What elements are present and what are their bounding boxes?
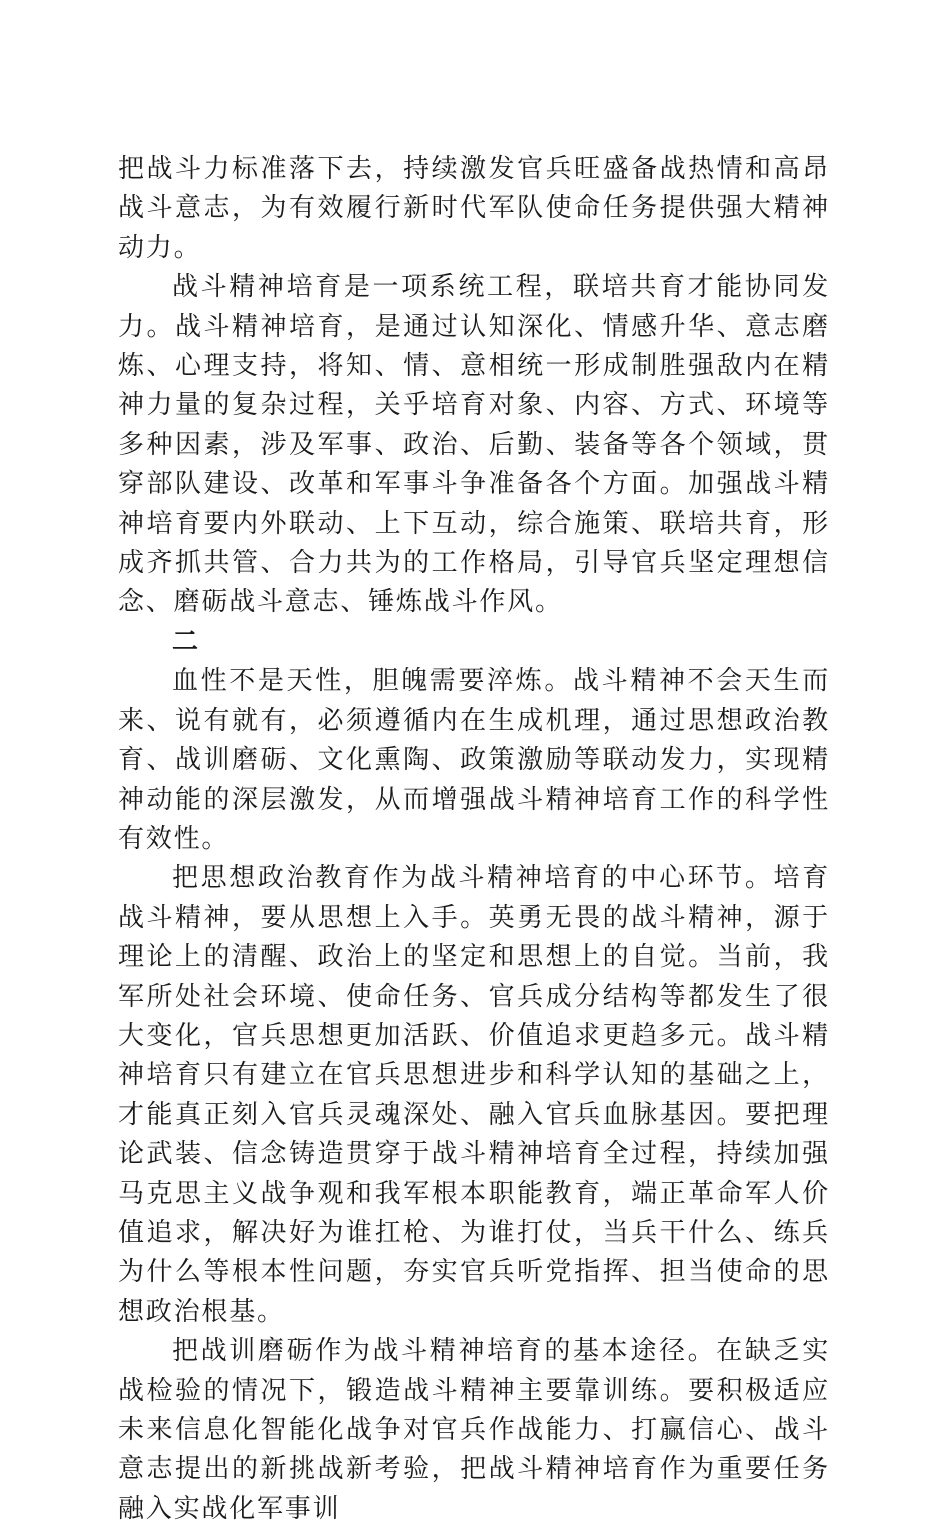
section-heading-two: 二: [172, 626, 200, 657]
document-body: [118, 150, 830, 1529]
paragraph-system-engineering: 战斗精神培育是一项系统工程，联培共育才能协同发力。战斗精神培育，是通过认知深化、情感升华、意志磨炼、心理支持，将知、情、意相统一形成制胜强敌内在精神力量的复杂过程，关乎培育对象、内容、方式、环境等多种因素，涉及军事、政治、后勤、装备等各个领域，贯穿部队建设、改革和军事斗争准备各个方面。加强战斗精神培育要内外联动、上下互动，综合施策、联培共育，形成齐抓共管、合力共为的工作格局，引导官兵坚定理想信念、磨砺战斗意志、锤炼战斗作风。: [118, 272, 830, 618]
paragraph-training-tempering: 把战训磨砺作为战斗精神培育的基本途径。在缺乏实战检验的情况下，锻造战斗精神主要靠训练。要积极适应未来信息化智能化战争对官兵作战能力、打赢信心、战斗意志提出的新挑战新考验，把战斗精神培育作为重要任务融入实战化军事训: [118, 1336, 830, 1524]
paragraph-continuation: 把战斗力标准落下去，持续激发官兵旺盛备战热情和高昂战斗意志，为有效履行新时代军队使命任务提供强大精神动力。: [118, 154, 830, 263]
paragraph-political-education: 把思想政治教育作为战斗精神培育的中心环节。培育战斗精神，要从思想上入手。英勇无畏的战斗精神，源于理论上的清醒、政治上的坚定和思想上的自觉。当前，我军所处社会环境、使命任务、官兵成分结构等都发生了很大变化，官兵思想更加活跃、价值追求更趋多元。战斗精神培育只有建立在官兵思想进步和科学认知的基础之上，才能真正刻入官兵灵魂深处、融入官兵血脉基因。要把理论武装、信念铸造贯穿于战斗精神培育全过程，持续加强马克思主义战争观和我军根本职能教育，端正革命军人价值追求，解决好为谁扛枪、为谁打仗，当兵干什么、练兵为什么等根本性问题，夯实官兵听党指挥、担当使命的思想政治根基。: [118, 863, 830, 1327]
paragraph-blood-nature: 血性不是天性，胆魄需要淬炼。战斗精神不会天生而来、说有就有，必须遵循内在生成机理，通过思想政治教育、战训磨砺、文化熏陶、政策激励等联动发力，实现精神动能的深层激发，从而增强战斗精神培育工作的科学性有效性。: [118, 666, 830, 854]
